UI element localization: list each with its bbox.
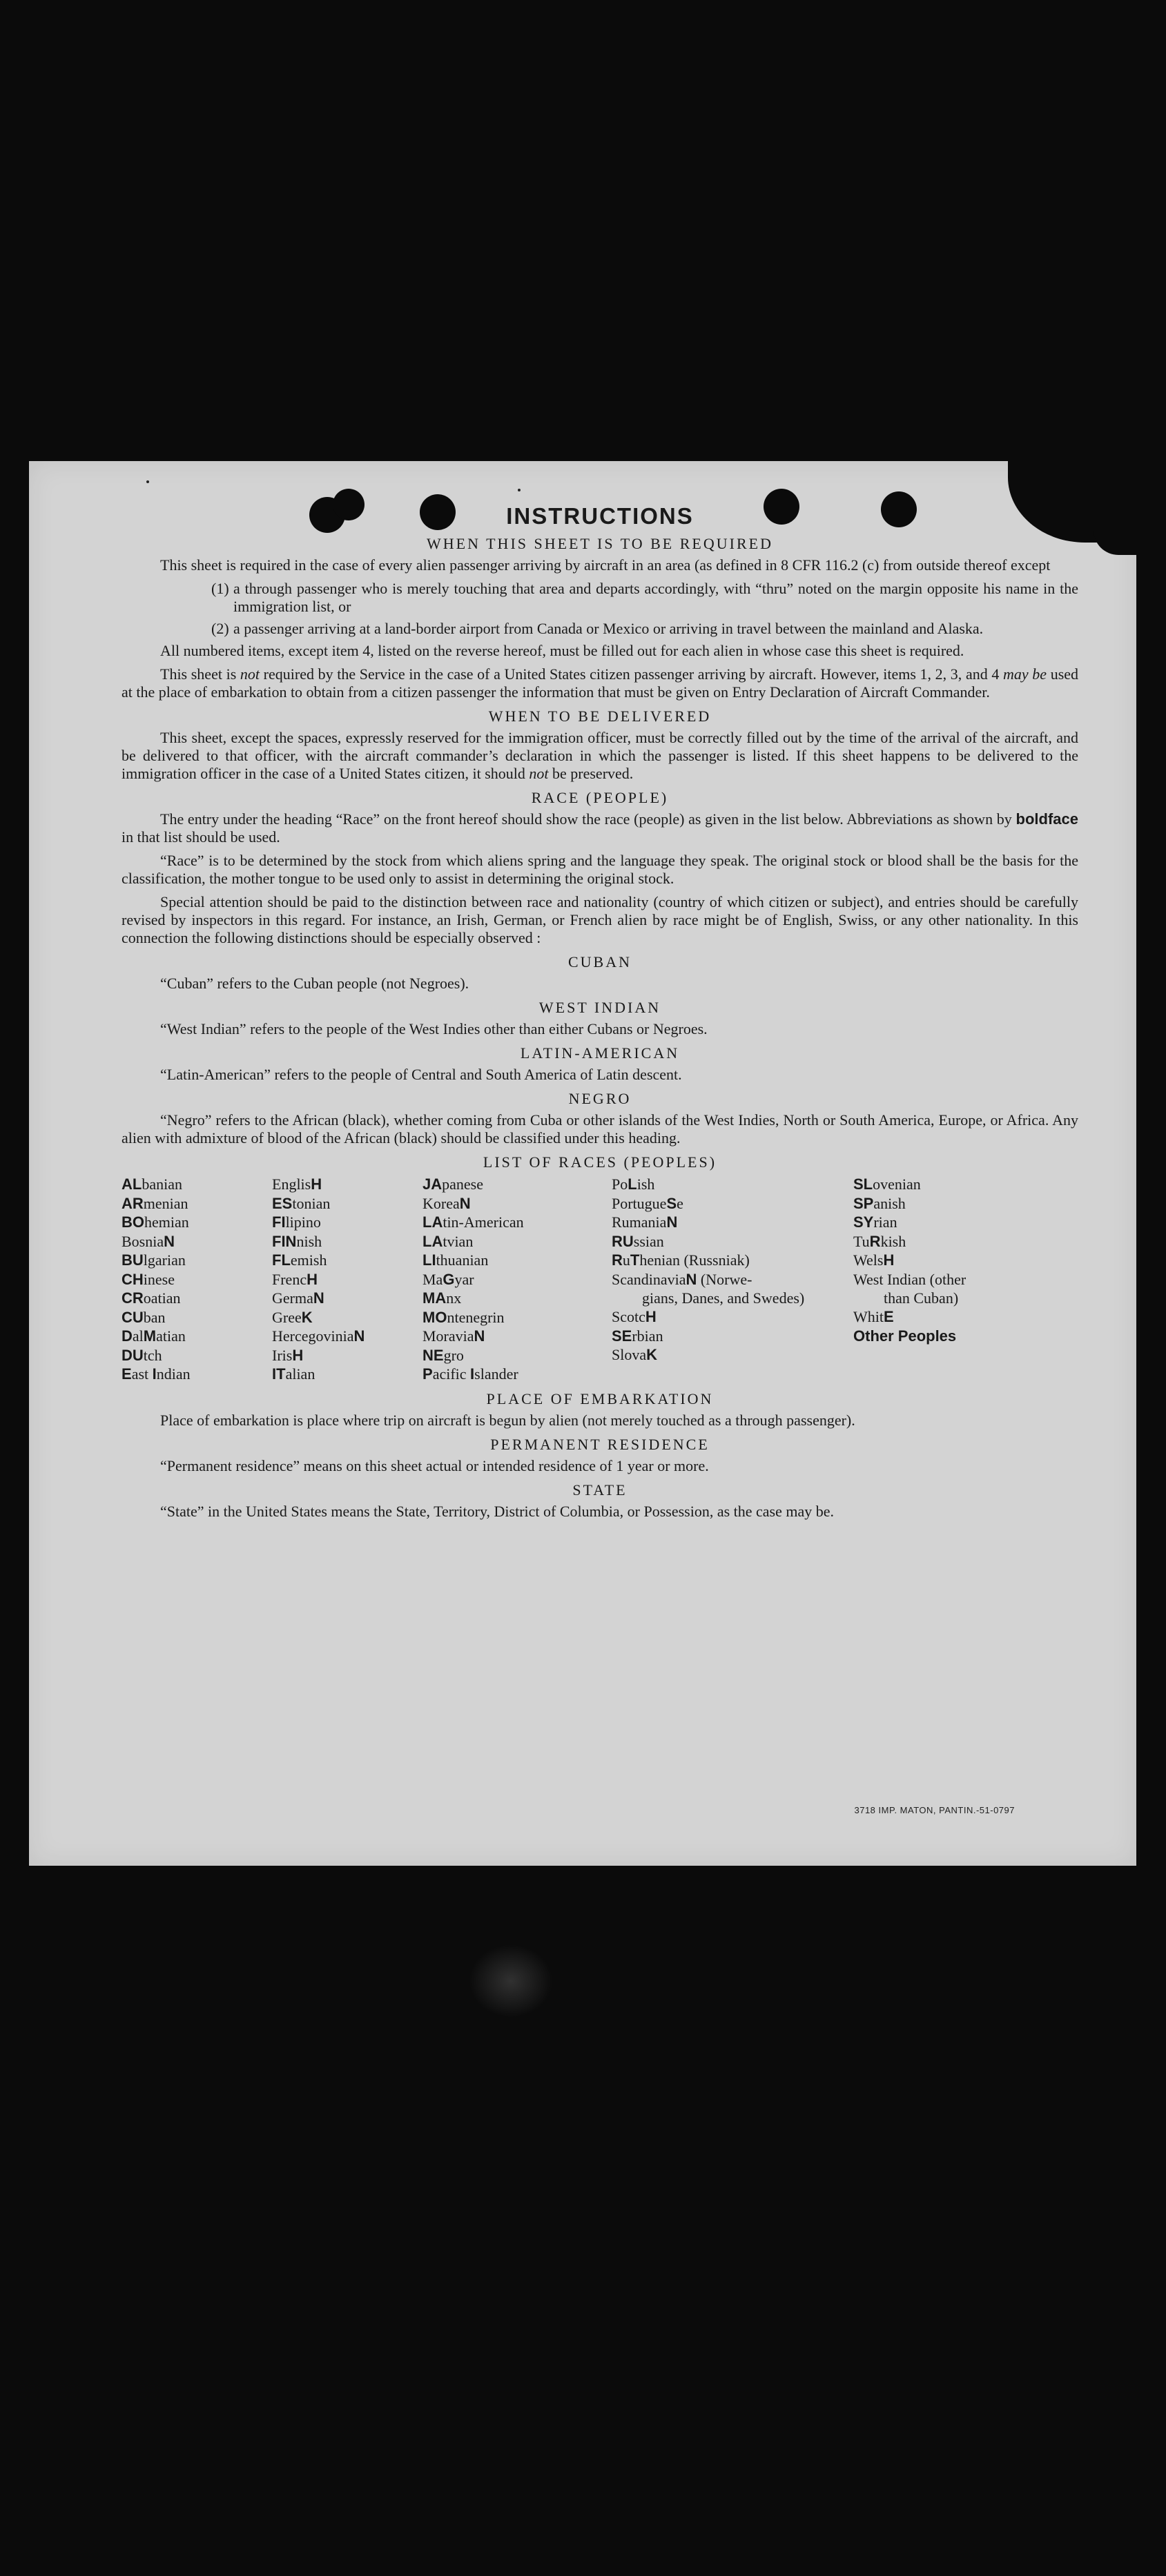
race-text: menian <box>143 1194 188 1212</box>
race-entry <box>122 1365 272 1384</box>
section-heading-when-delivered: WHEN TO BE DELIVERED <box>488 708 712 725</box>
race-entry <box>272 1194 422 1213</box>
paragraph-race-2: “Race” is to be determined by the stock from which aliens spring and the language they speak. The original stock or blood shall be the basis for the classification, the mother tongue to be used only to assist in determining the original stock. <box>122 852 1078 887</box>
race-text: rbian <box>632 1327 663 1345</box>
race-entry <box>122 1289 272 1308</box>
race-text: panese <box>442 1175 483 1193</box>
race-entry <box>612 1232 853 1251</box>
race-column <box>853 1175 1019 1384</box>
race-text: Rumania <box>612 1213 667 1231</box>
race-entry <box>853 1307 1019 1327</box>
race-text: nish <box>296 1232 322 1250</box>
race-abbreviation: L <box>628 1175 637 1193</box>
race-text: acific <box>432 1365 471 1383</box>
race-abbreviation: N <box>686 1270 697 1288</box>
race-text: ovenian <box>873 1175 921 1193</box>
race-entry-continuation: than Cuban) <box>884 1289 959 1307</box>
race-text: Germa <box>272 1289 313 1307</box>
race-abbreviation: N <box>353 1327 365 1345</box>
race-text: tonian <box>292 1194 331 1212</box>
race-entry <box>612 1175 853 1194</box>
text: This sheet is required in the case of every alien passenger arriving by aircraft in an area (as defined in 8 CFR 116.2 (c) from outside thereof except <box>160 556 1051 574</box>
race-text: oatian <box>143 1289 181 1307</box>
race-entry <box>272 1213 422 1232</box>
race-abbreviation: SL <box>853 1175 873 1193</box>
race-abbreviation: T <box>630 1251 640 1269</box>
race-abbreviation: LA <box>422 1213 443 1231</box>
race-text: al <box>132 1327 144 1345</box>
torn-corner-edge <box>1094 530 1136 555</box>
race-abbreviation: AL <box>122 1175 142 1193</box>
race-entry <box>853 1213 1019 1232</box>
race-text: Wels <box>853 1251 884 1269</box>
paragraph-permanent-residence: “Permanent residence” means on this sheet actual or intended residence of 1 year or more. <box>160 1456 709 1474</box>
race-abbreviation: CH <box>122 1270 144 1288</box>
race-entry <box>612 1194 853 1213</box>
race-text: tvian <box>443 1232 474 1250</box>
race-text: Hercegovinia <box>272 1327 354 1345</box>
race-text: nx <box>446 1289 462 1307</box>
race-text: yar <box>454 1270 474 1288</box>
race-text: ast <box>131 1365 153 1383</box>
race-entry <box>422 1289 612 1308</box>
race-entry <box>122 1270 272 1289</box>
text: used at the place of embarkation to obtain from a citizen passenger the information that must be given on Entry Declaration of Aircraft Commander. <box>122 665 1079 701</box>
boldface-text: boldface <box>1016 810 1078 828</box>
race-entry <box>122 1308 272 1327</box>
race-entry <box>612 1307 853 1327</box>
race-abbreviation: H <box>883 1251 895 1269</box>
emphasis-text: not <box>529 765 549 782</box>
race-text: atian <box>156 1327 186 1345</box>
paragraph-race-3: Special attention should be paid to the distinction between race and nationality (country of which citizen or subject), and entries should be carefully revised by inspectors in this regard. For instance, an Irish, German, or French alien by race might be of English, Swiss, or any other nationality. In this connection the following distinctions should be especially observed : <box>122 893 1078 946</box>
race-entry <box>272 1365 422 1384</box>
paragraph-required-intro <box>122 556 1078 574</box>
sheet-content <box>122 502 1078 1526</box>
race-column <box>272 1175 422 1384</box>
race-text: Po <box>612 1175 628 1193</box>
race-text: rian <box>873 1213 897 1231</box>
race-text: emish <box>290 1251 327 1269</box>
text: This sheet, except the spaces, expressly reserved for the immigration officer, must be correctly filled out by the time of the arrival of the aircraft, and be delivered to that officer, with the aircraft commander’s declaration in which the passenger is listed. If this sheet happens to be delivered to the immigration officer in the case of a United States citizen, it should <box>122 729 1078 782</box>
section-heading-negro: NEGRO <box>568 1090 632 1107</box>
race-text: alian <box>285 1365 315 1383</box>
race-entry <box>122 1346 272 1365</box>
race-text: tin-American <box>443 1213 524 1231</box>
race-entry <box>612 1213 853 1232</box>
race-abbreviation: N <box>313 1289 324 1307</box>
race-text: Korea <box>422 1194 460 1212</box>
race-text: lipino <box>285 1213 321 1231</box>
race-abbreviation: N <box>474 1327 485 1345</box>
race-abbreviation: NE <box>422 1346 444 1364</box>
race-abbreviation: LI <box>422 1251 436 1269</box>
item-number: (2) <box>211 620 229 637</box>
race-entry <box>122 1175 272 1194</box>
section-heading-state: STATE <box>572 1481 628 1499</box>
race-entry <box>122 1232 272 1251</box>
race-entry <box>612 1327 853 1346</box>
race-entry <box>272 1346 422 1365</box>
paragraph-embarkation: Place of embarkation is place where trip on aircraft is begun by alien (not merely touched as a through passenger). <box>160 1411 855 1429</box>
race-abbreviation: IT <box>272 1365 286 1383</box>
race-abbreviation: FIN <box>272 1232 297 1250</box>
section-heading-permanent-residence: PERMANENT RESIDENCE <box>490 1435 710 1453</box>
race-abbreviation: H <box>645 1308 657 1325</box>
race-text: Whit <box>853 1308 884 1325</box>
section-heading-cuban: CUBAN <box>567 953 632 970</box>
item-number: (1) <box>211 580 229 597</box>
race-text: Bosnia <box>122 1232 164 1250</box>
race-text: tch <box>143 1346 162 1364</box>
race-abbreviation: Other Peoples <box>853 1327 957 1345</box>
printer-imprint: 3718 IMP. MATON, PANTIN.-51-0797 <box>854 1805 1015 1815</box>
race-abbreviation: RU <box>612 1232 634 1250</box>
section-heading-embarkation: PLACE OF EMBARKATION <box>486 1389 714 1407</box>
text: The entry under the heading “Race” on the front hereof should show the race (people) as given in the list below. Abbreviations as shown by <box>160 810 1012 828</box>
race-entry <box>853 1327 1019 1346</box>
race-abbreviation: E <box>884 1308 894 1325</box>
race-entry-continuation: gians, Danes, and Swedes) <box>642 1289 805 1307</box>
race-abbreviation: FI <box>272 1213 286 1231</box>
race-text: lgarian <box>143 1251 186 1269</box>
race-column <box>122 1175 272 1384</box>
emphasis-text: not <box>240 665 260 683</box>
race-text: Slova <box>612 1346 647 1363</box>
race-text: u <box>622 1251 630 1269</box>
race-abbreviation: D <box>122 1327 133 1345</box>
race-abbreviation: BU <box>122 1251 144 1269</box>
race-abbreviation: I <box>152 1365 157 1383</box>
race-text: e <box>677 1194 683 1212</box>
paragraph-latin-american: “Latin-American” refers to the people of Central and South America of Latin descent. <box>160 1066 682 1083</box>
race-entry <box>272 1270 422 1289</box>
race-entry <box>612 1251 853 1270</box>
page-title: INSTRUCTIONS <box>506 503 694 529</box>
race-abbreviation: AR <box>122 1194 144 1212</box>
race-entry <box>122 1194 272 1213</box>
race-abbreviation: H <box>292 1346 304 1364</box>
race-abbreviation: N <box>666 1213 678 1231</box>
race-entry <box>122 1251 272 1270</box>
race-text: banian <box>142 1175 182 1193</box>
race-column <box>422 1175 612 1384</box>
race-text: Ma <box>422 1270 443 1288</box>
race-text: Moravia <box>422 1327 474 1345</box>
race-abbreviation: SY <box>853 1213 874 1231</box>
race-abbreviation: DU <box>122 1346 144 1364</box>
race-entry <box>853 1194 1019 1213</box>
race-entry <box>422 1270 612 1289</box>
race-abbreviation: N <box>164 1232 175 1250</box>
race-entry <box>422 1251 612 1270</box>
paragraph-delivered <box>122 729 1078 783</box>
paragraph-numbered-items: All numbered items, except item 4, listed on the reverse hereof, must be filled out for each alien in whose case this sheet is required. <box>160 642 964 659</box>
race-abbreviation: ES <box>272 1194 293 1212</box>
exception-item-2 <box>122 620 1078 638</box>
race-entry <box>422 1194 612 1213</box>
race-entry <box>122 1327 272 1346</box>
race-abbreviation: FL <box>272 1251 291 1269</box>
race-text: Scandinavia <box>612 1270 686 1288</box>
paragraph-negro: “Negro” refers to the African (black), whether coming from Cuba or other islands of the West Indies, North or South America, Europe, or Africa. Any alien with admixture of blood of the African (black) should be classified under this heading. <box>122 1111 1078 1146</box>
speck <box>146 480 149 483</box>
race-list <box>122 1175 1078 1384</box>
race-text: Portugue <box>612 1194 667 1212</box>
race-entry <box>853 1270 1019 1289</box>
race-entry <box>422 1327 612 1346</box>
paragraph-cuban: “Cuban” refers to the Cuban people (not Negroes). <box>160 975 469 992</box>
race-text: ssian <box>633 1232 664 1250</box>
race-text: Tu <box>853 1232 870 1250</box>
race-entry <box>272 1308 422 1327</box>
race-text: West Indian (other <box>853 1270 966 1288</box>
section-heading-when-required: WHEN THIS SHEET IS TO BE REQUIRED <box>427 535 773 552</box>
race-entry <box>272 1232 422 1251</box>
race-entry <box>272 1327 422 1346</box>
race-text: ish <box>637 1175 655 1193</box>
race-entry <box>612 1270 853 1289</box>
race-entry <box>422 1308 612 1327</box>
race-entry <box>272 1175 422 1194</box>
race-entry <box>422 1365 612 1384</box>
race-text: hemian <box>144 1213 189 1231</box>
race-text: ntenegrin <box>447 1308 505 1326</box>
race-abbreviation: CU <box>122 1308 144 1326</box>
race-entry <box>422 1175 612 1194</box>
text: be preserved. <box>552 765 634 782</box>
race-abbreviation: H <box>311 1175 322 1193</box>
race-abbreviation: N <box>459 1194 471 1212</box>
race-text: gro <box>443 1346 464 1364</box>
race-abbreviation: K <box>646 1346 658 1363</box>
race-abbreviation: H <box>307 1270 318 1288</box>
race-entry <box>272 1251 422 1270</box>
race-text: Englis <box>272 1175 311 1193</box>
section-heading-west-indian: WEST INDIAN <box>538 999 661 1016</box>
race-abbreviation: MO <box>422 1308 447 1326</box>
paragraph-race-1 <box>122 810 1078 846</box>
race-text: Frenc <box>272 1270 307 1288</box>
race-text: inese <box>143 1270 175 1288</box>
race-text: anish <box>873 1194 906 1212</box>
instruction-sheet <box>29 461 1136 1866</box>
race-entry <box>422 1346 612 1365</box>
race-abbreviation: JA <box>422 1175 443 1193</box>
race-entry <box>122 1213 272 1232</box>
race-text: (Norwe- <box>697 1270 752 1288</box>
race-abbreviation: S <box>666 1194 677 1212</box>
race-abbreviation: P <box>422 1365 433 1383</box>
race-abbreviation: LA <box>422 1232 443 1250</box>
race-entry <box>853 1251 1019 1270</box>
race-text: ban <box>143 1308 166 1326</box>
race-entry <box>422 1232 612 1251</box>
paragraph-citizen <box>122 665 1078 701</box>
race-text: kish <box>880 1232 906 1250</box>
item-text: a passenger arriving at a land-border airport from Canada or Mexico or arriving in travel between the mainland and Alaska. <box>233 620 984 637</box>
section-heading-latin-american: LATIN-AMERICAN <box>520 1044 680 1062</box>
paragraph-state: “State” in the United States means the State, Territory, District of Columbia, or Possession, as the case may be. <box>160 1502 835 1520</box>
race-abbreviation: E <box>122 1365 132 1383</box>
race-entry <box>612 1345 853 1365</box>
race-text: Iris <box>272 1346 293 1364</box>
race-entry <box>422 1213 612 1232</box>
race-abbreviation: K <box>301 1308 313 1326</box>
race-abbreviation: I <box>470 1365 475 1383</box>
exception-item-1 <box>122 580 1078 616</box>
emphasis-text: may be <box>1002 665 1047 683</box>
text: required by the Service in the case of a United States citizen passenger arriving by aircraft. However, items 1, 2, 3, and 4 <box>263 665 1000 683</box>
race-column <box>612 1175 853 1384</box>
text: This sheet is <box>160 665 237 683</box>
section-heading-list-of-races: LIST OF RACES (PEOPLES) <box>483 1153 717 1171</box>
race-text: Scotc <box>612 1308 645 1325</box>
race-text: henian (Russniak) <box>639 1251 750 1269</box>
race-abbreviation: R <box>869 1232 881 1250</box>
race-entry <box>853 1175 1019 1194</box>
section-heading-race: RACE (PEOPLE) <box>531 789 669 806</box>
race-text: Gree <box>272 1308 302 1326</box>
race-abbreviation: R <box>612 1251 623 1269</box>
race-abbreviation: MA <box>422 1289 447 1307</box>
race-text: slander <box>474 1365 518 1383</box>
race-abbreviation: SE <box>612 1327 632 1345</box>
item-text: a through passenger who is merely touching that area and departs accordingly, with “thru” noted on the margin opposite his name in the immigration list, or <box>233 580 1078 615</box>
text: in that list should be used. <box>122 828 280 846</box>
race-abbreviation: CR <box>122 1289 144 1307</box>
paragraph-west-indian: “West Indian” refers to the people of the West Indies other than either Cubans or Negroes. <box>160 1020 708 1037</box>
race-abbreviation: G <box>443 1270 455 1288</box>
race-entry <box>272 1289 422 1308</box>
race-text: thuanian <box>436 1251 489 1269</box>
speck <box>518 489 521 491</box>
race-abbreviation: BO <box>122 1213 144 1231</box>
scan-background-noise <box>0 1864 1166 2554</box>
race-text: ndian <box>156 1365 191 1383</box>
race-abbreviation: SP <box>853 1194 874 1212</box>
race-entry <box>853 1232 1019 1251</box>
race-abbreviation: M <box>143 1327 157 1345</box>
